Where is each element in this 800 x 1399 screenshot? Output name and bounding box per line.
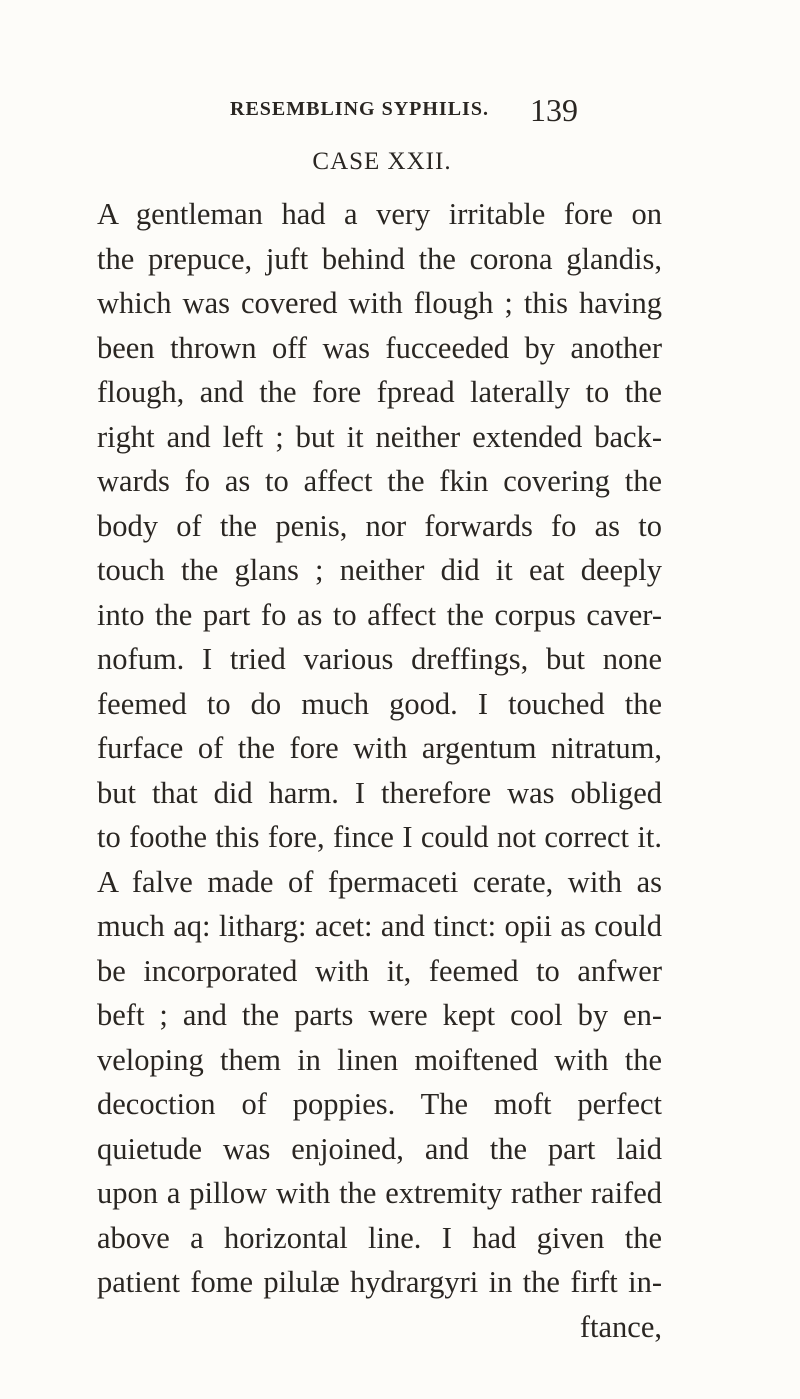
text-line: the prepuce, juft behind the corona glandis, xyxy=(97,241,662,276)
text-line: upon a pillow with the extremity rather raifed xyxy=(97,1176,662,1210)
text-line: furface of the fore with argentum nitratum, xyxy=(97,731,662,765)
text-line: A falve made of fpermaceti cerate, with as xyxy=(97,864,662,899)
catchword: ftance, xyxy=(579,1309,662,1344)
text-line: A gentleman had a very irritable fore on xyxy=(97,197,662,231)
text-line: veloping them in linen moiftened with the xyxy=(97,1042,662,1077)
body-text xyxy=(97,192,662,1349)
case-heading-text: CASE XXII. xyxy=(312,148,452,175)
text-line: patient fome pilulæ hydrargyri in the firft in- xyxy=(97,1265,662,1299)
text-line: above a horizontal line. I had given the xyxy=(97,1220,662,1255)
text-line: which was covered with flough ; this having xyxy=(97,286,662,320)
text-line: flough, and the fore fpread laterally to the xyxy=(97,375,662,409)
page-number: 139 xyxy=(530,92,578,128)
text-line: beft ; and the parts were kept cool by en- xyxy=(97,998,662,1032)
text-line: been thrown off was fucceeded by another xyxy=(97,330,662,365)
text-line: quietude was enjoined, and the part laid xyxy=(97,1131,662,1166)
text-line: to foothe this fore, fince I could not correct it. xyxy=(97,820,662,854)
text-line: decoction of poppies. The moft perfect xyxy=(97,1087,662,1121)
text-line: but that did harm. I therefore was obliged xyxy=(97,775,662,810)
text-line: body of the penis, nor forwards fo as to xyxy=(97,508,662,543)
case-heading xyxy=(0,148,800,176)
text-line: touch the glans ; neither did it eat deeply xyxy=(97,553,662,587)
text-line: into the part fo as to affect the corpus caver- xyxy=(97,597,662,632)
text-line: wards fo as to affect the fkin covering the xyxy=(97,464,662,498)
text-line: much aq: litharg: acet: and tinct: opii as could xyxy=(97,909,662,943)
text-line: right and left ; but it neither extended back- xyxy=(97,419,662,454)
text-line: feemed to do much good. I touched the xyxy=(97,686,662,721)
running-title: RESEMBLING SYPHILIS. xyxy=(230,98,489,120)
text-line: be incorporated with it, feemed to anfwer xyxy=(97,953,662,988)
running-head xyxy=(0,92,800,132)
text-line: nofum. I tried various dreffings, but none xyxy=(97,642,662,676)
